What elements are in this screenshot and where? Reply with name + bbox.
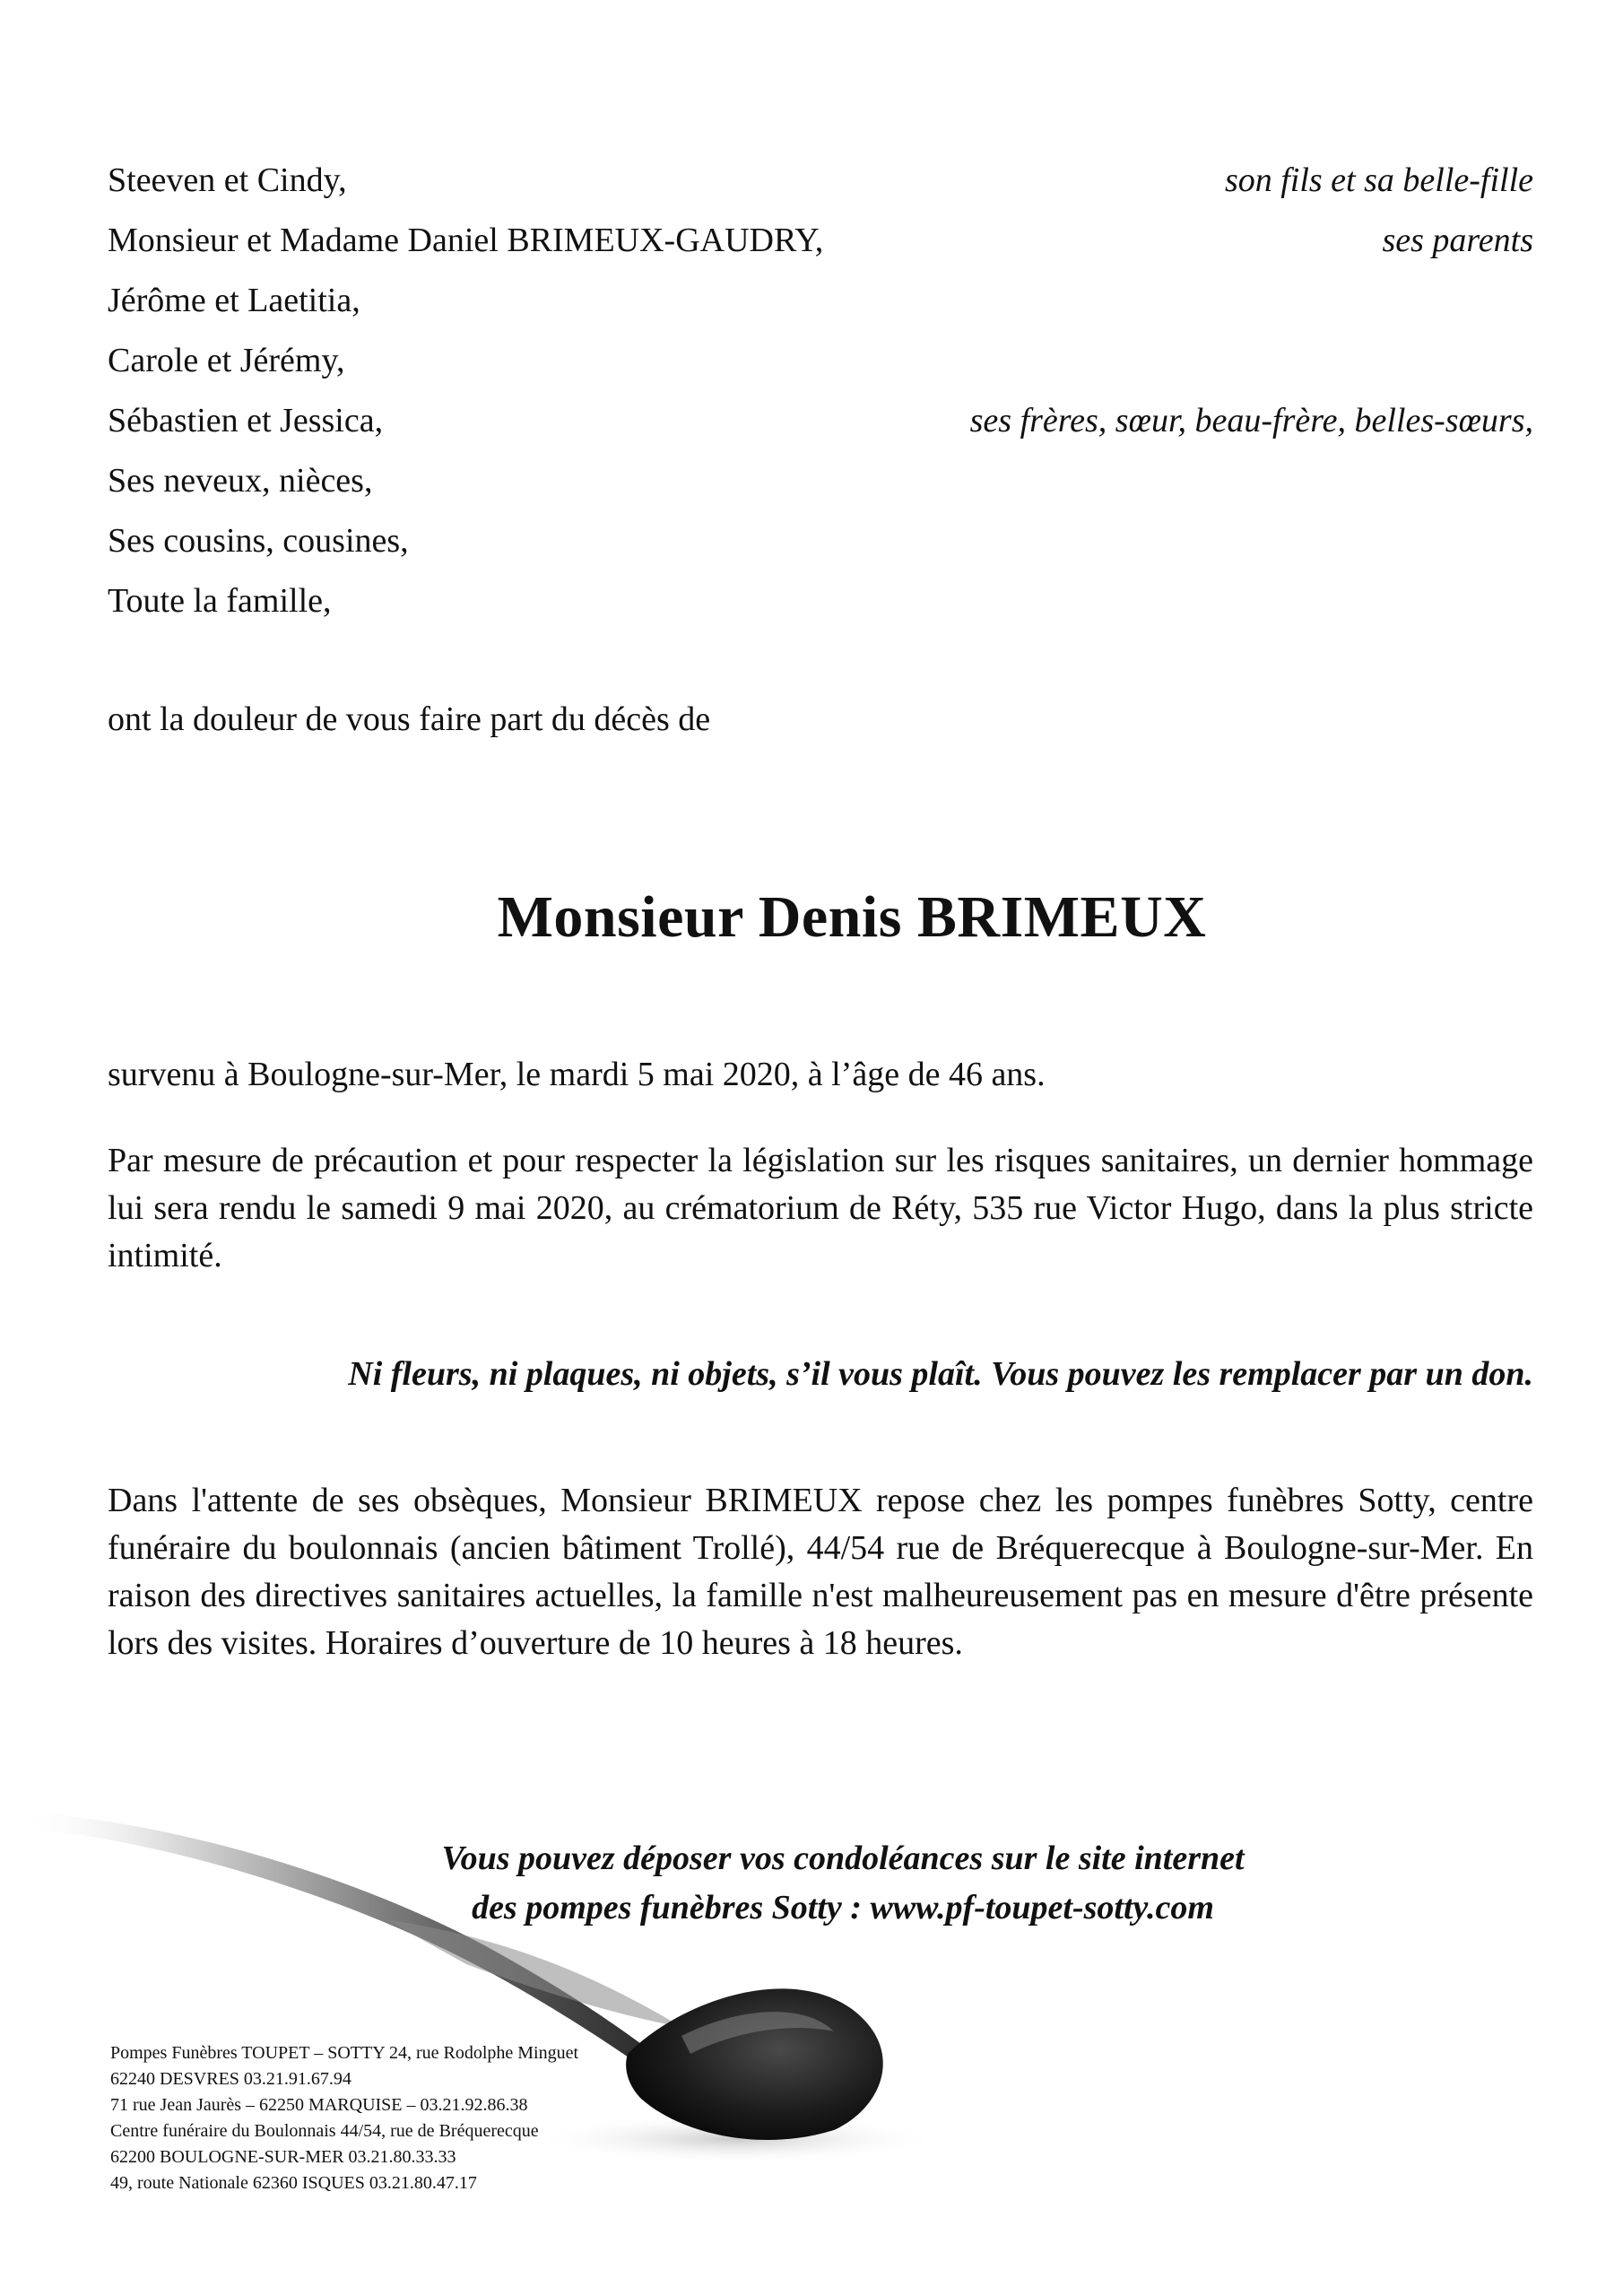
announcement-intro: ont la douleur de vous faire part du décès de xyxy=(108,700,711,738)
footer-line: Pompes Funèbres TOUPET – SOTTY 24, rue Rodolphe Minguet xyxy=(110,2043,579,2063)
family-row xyxy=(108,271,1533,331)
funeral-home-footer xyxy=(110,2040,578,2196)
family-member: Steeven et Cindy, xyxy=(108,161,347,199)
family-member: Sébastien et Jessica, xyxy=(108,402,384,439)
family-row xyxy=(108,451,1533,511)
family-row xyxy=(108,511,1533,571)
footer-line: 71 rue Jean Jaurès – 62250 MARQUISE – 03.21.92.86.38 xyxy=(110,2095,528,2115)
footer-line: 49, route Nationale 62360 ISQUES 03.21.80.47.17 xyxy=(110,2173,477,2193)
family-member: Jérôme et Laetitia, xyxy=(108,282,360,319)
deceased-name-text: Monsieur Denis BRIMEUX xyxy=(497,884,1207,950)
family-member: Monsieur et Madame Daniel BRIMEUX-GAUDRY, xyxy=(108,222,824,259)
family-row xyxy=(108,211,1533,271)
family-list xyxy=(108,151,1533,631)
tulip-leaf xyxy=(386,1919,681,2027)
family-row xyxy=(108,571,1533,631)
death-notice: survenu à Boulogne-sur-Mer, le mardi 5 mai 2020, à l’âge de 46 ans. xyxy=(108,1056,1046,1093)
family-relation: son fils et sa belle-fille xyxy=(1224,161,1533,199)
family-member: Ses cousins, cousines, xyxy=(108,522,409,560)
footer-line: Centre funéraire du Boulonnais 44/54, rue de Bréquerecque xyxy=(110,2121,539,2141)
family-member: Ses neveux, nièces, xyxy=(108,462,373,500)
footer-line: 62240 DESVRES 03.21.91.67.94 xyxy=(110,2069,352,2089)
condolences-line: des pompes funèbres Sotty : www.pf-toupet-sotty.com xyxy=(472,1889,1214,1926)
ceremony-paragraph: Par mesure de précaution et pour respecter la législation sur les risques sanitaires, un dernier hommage lui sera rendu le samedi 9 mai 2020, au crématorium de Réty, 535 rue Victor Hugo, dans la plus stricte intimité. xyxy=(108,1142,1533,1274)
footer-line: 62200 BOULOGNE-SUR-MER 03.21.80.33.33 xyxy=(110,2147,456,2167)
family-row xyxy=(108,151,1533,211)
family-row xyxy=(108,391,1533,451)
condolences-notice xyxy=(269,1834,1417,1933)
family-row xyxy=(108,331,1533,391)
family-member: Carole et Jérémy, xyxy=(108,342,345,379)
visitation-paragraph: Dans l'attente de ses obsèques, Monsieur BRIMEUX repose chez les pompes funèbres Sotty, centre funéraire du boulonnais (ancien bâtiment Trollé), 44/54 rue de Bréquerecque à Boulogne-sur-Mer. En raison des directives sanitaires actuelles, la famille n'est malheureusement pas en mesure d'être présente lors des visites. Horaires d’ouverture de 10 heures à 18 heures. xyxy=(108,1482,1533,1662)
deceased-name xyxy=(0,883,1623,952)
family-member: Toute la famille, xyxy=(108,582,332,620)
no-flowers-notice: Ni fleurs, ni plaques, ni objets, s’il vous plaît. Vous pouvez les remplacer par un don. xyxy=(348,1355,1533,1393)
family-relation: ses parents xyxy=(1382,222,1533,259)
condolences-line: Vous pouvez déposer vos condoléances sur le site internet xyxy=(441,1839,1245,1877)
family-relation: ses frères, sœur, beau-frère, belles-sœurs, xyxy=(969,402,1533,439)
